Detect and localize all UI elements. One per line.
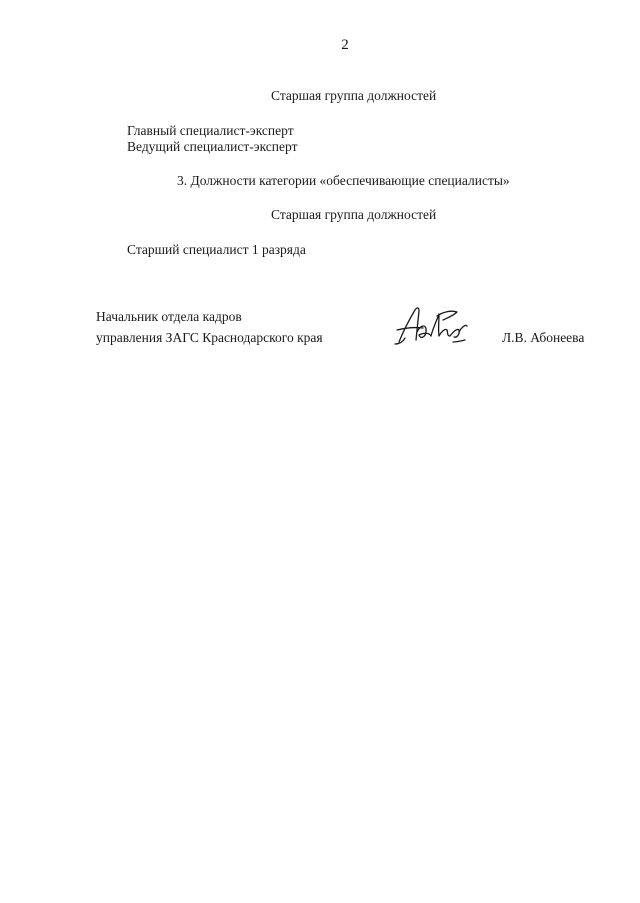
- signer-name: Л.В. Абонеева: [502, 330, 585, 345]
- signer-title-line-1: Начальник отдела кадров: [96, 309, 242, 324]
- position-chief-specialist-expert: Главный специалист-эксперт: [127, 123, 294, 138]
- signer-title-line-2: управления ЗАГС Краснодарского края: [96, 330, 323, 345]
- handwritten-signature: [393, 302, 473, 348]
- section-title-support-specialists: 3. Должности категории «обеспечивающие специалисты»: [177, 173, 510, 188]
- page-number: 2: [341, 37, 349, 53]
- group-heading-senior-support: Старшая группа должностей: [271, 207, 437, 222]
- position-senior-specialist-1st-grade: Старший специалист 1 разряда: [127, 242, 306, 257]
- position-lead-specialist-expert: Ведущий специалист-эксперт: [127, 139, 298, 154]
- group-heading-senior: Старшая группа должностей: [271, 88, 437, 103]
